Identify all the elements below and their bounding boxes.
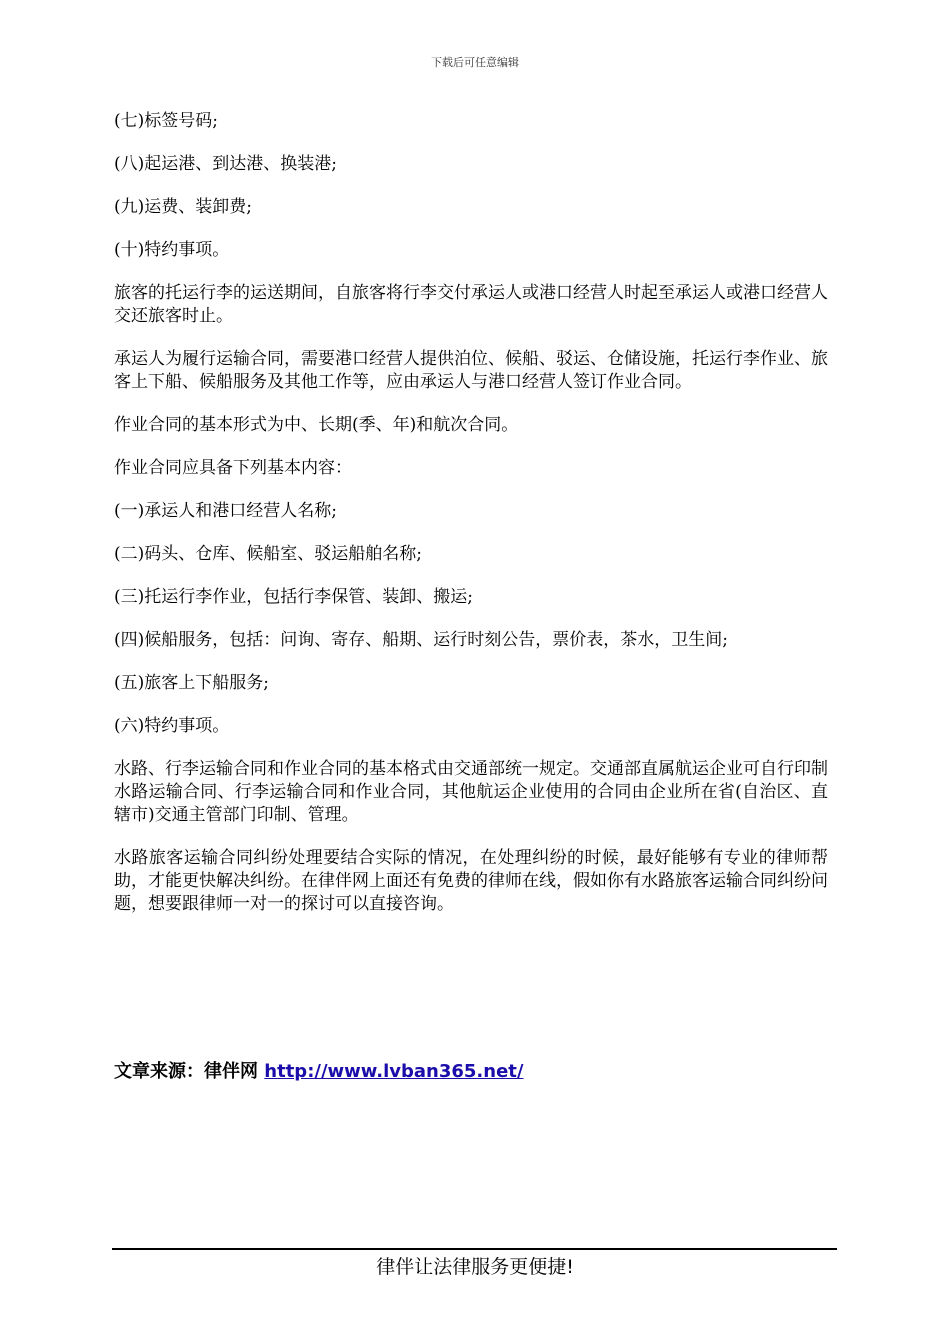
paragraph: (五)旅客上下船服务; [114,673,269,693]
header-note: 下载后可任意编辑 [431,56,519,69]
paragraph: (六)特约事项。 [114,716,230,736]
source-label: 文章来源：律伴网 [114,1061,265,1082]
source-link[interactable]: http://www.lvban365.net/ [264,1061,524,1082]
paragraph: 承运人为履行运输合同，需要港口经营人提供泊位、候船、驳运、仓储设施，托运行李作业、旅客上下船、候船服务及其他工作等，应由承运人与港口经营人签订作业合同。 [114,349,828,392]
article-source [114,1060,523,1084]
paragraph: (一)承运人和港口经营人名称; [114,501,337,521]
paragraph: (八)起运港、到达港、换装港; [114,154,337,174]
paragraph: (四)候船服务，包括：问询、寄存、船期、运行时刻公告，票价表，茶水，卫生间; [114,630,728,650]
paragraph: 作业合同的基本形式为中、长期(季、年)和航次合同。 [114,415,519,435]
paragraph: 旅客的托运行李的运送期间，自旅客将行李交付承运人或港口经营人时起至承运人或港口经营人交还旅客时止。 [114,283,828,326]
paragraph: 水路、行李运输合同和作业合同的基本格式由交通部统一规定。交通部直属航运企业可自行印制水路运输合同、行李运输合同和作业合同，其他航运企业使用的合同由企业所在省(自治区、直辖市)交通主管部门印制、管理。 [114,759,828,825]
paragraph: (二)码头、仓库、候船室、驳运船舶名称; [114,544,422,564]
paragraph: 水路旅客运输合同纠纷处理要结合实际的情况，在处理纠纷的时候，最好能够有专业的律师帮助，才能更快解决纠纷。在律伴网上面还有免费的律师在线，假如你有水路旅客运输合同纠纷问题，想要跟律师一对一的探讨可以直接咨询。 [114,848,828,914]
paragraph: (十)特约事项。 [114,240,230,260]
paragraph: (九)运费、装卸费; [114,197,252,217]
paragraph: (七)标签号码; [114,111,218,131]
paragraph: (三)托运行李作业，包括行李保管、装卸、搬运; [114,587,473,607]
document-body [114,110,828,936]
footer-divider [112,1248,837,1250]
footer-slogan: 律伴让法律服务更便捷! [376,1256,574,1278]
paragraph: 作业合同应具备下列基本内容： [114,458,352,478]
